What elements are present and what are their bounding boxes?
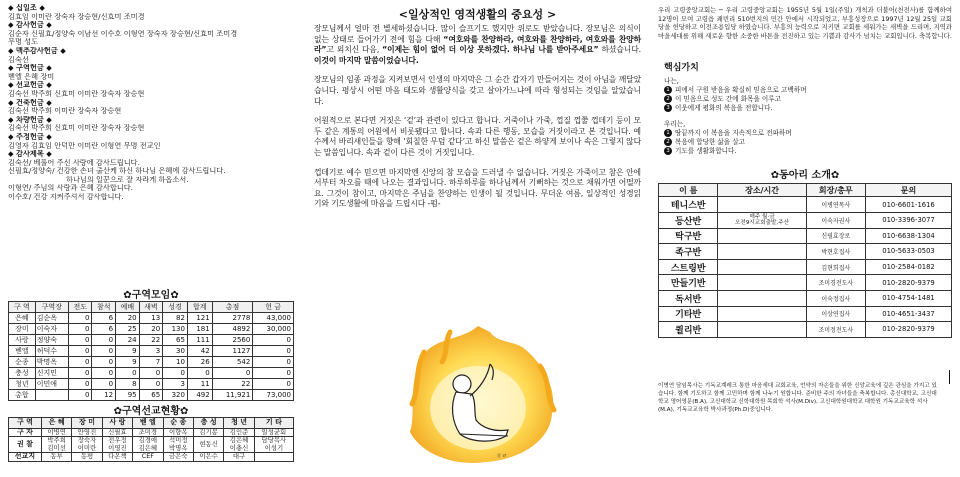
club-location bbox=[718, 228, 806, 244]
club-location bbox=[718, 306, 806, 322]
table-cell: 신지민 bbox=[35, 367, 68, 378]
table-cell: 13 bbox=[139, 312, 163, 323]
column-header: 합계 bbox=[187, 301, 212, 312]
column-header: 구 역 bbox=[9, 301, 36, 312]
column-header: 장 미 bbox=[72, 417, 102, 428]
table-cell: 0 bbox=[68, 367, 92, 378]
left-column bbox=[0, 0, 300, 477]
article-paragraph bbox=[314, 24, 641, 66]
clubs-table bbox=[658, 183, 952, 337]
table-cell: 0 bbox=[68, 356, 92, 367]
table-row bbox=[9, 323, 294, 334]
body-text: 껍데기로 예수 믿으면 마지막엔 신앙의 참 모습을 드러낼 수 없습니다. 거짓은 가죽이고 참은 안에서부터 차오를 때에 나오는 결과입니다. 하루하루를 하나님께서 기뻐하는 것으로 채워가면 어떨까요. 그것이 참이고, 마지막은 주님을 찬양하는 인생이 될 것입니다. 무더운 여름, 일상적인 성경읽기와 기도생활에 마음을 드립시다 -펌- bbox=[314, 167, 641, 209]
mission-status-table bbox=[8, 417, 294, 462]
table-cell: 6 bbox=[92, 323, 116, 334]
offering-heading: ◆ 감사제목 ◆ bbox=[8, 150, 52, 159]
mission-status-section bbox=[8, 402, 294, 462]
column-header: 충 성 bbox=[193, 417, 223, 428]
table-cell: 0 bbox=[139, 367, 163, 378]
table-cell: 4892 bbox=[212, 323, 253, 334]
offering-names: 이수호/ 건강 지켜주셔서 감사합니다. bbox=[8, 193, 124, 202]
table-cell: 은혜 bbox=[9, 312, 36, 323]
column-header: 벧 엘 bbox=[133, 417, 163, 428]
offering-names: 이형연/ 주님의 사랑과 은혜 감사합니다. bbox=[8, 184, 133, 193]
table-cell: 장숙자 이미란 bbox=[72, 437, 102, 453]
table-row bbox=[9, 345, 294, 356]
offering-names: 벧엘 은혜 장미 bbox=[8, 72, 55, 81]
club-phone: 010-2820-9379 bbox=[866, 275, 952, 291]
table-cell: 8 bbox=[116, 378, 140, 389]
club-leader: 박현호집사 bbox=[806, 244, 865, 260]
table-cell: 6 bbox=[92, 312, 116, 323]
offering-list bbox=[8, 4, 294, 202]
offering-names: 김숙선 박주희 신효미 이미란 장숙자 장승현 bbox=[8, 89, 145, 98]
club-location: 매주 월·금 오전9시교회출발,주산 bbox=[718, 212, 806, 228]
number-badge: 1 bbox=[664, 86, 672, 94]
number-badge: 3 bbox=[664, 147, 672, 155]
table-cell: 12 bbox=[92, 389, 116, 400]
column-header: 총점 bbox=[212, 301, 253, 312]
club-location bbox=[718, 275, 806, 291]
club-name: 만들기반 bbox=[659, 275, 718, 291]
table-cell: 허덕수 bbox=[35, 345, 68, 356]
column-header: 회장/총무 bbox=[806, 184, 865, 197]
table-cell: 동부 bbox=[41, 453, 71, 462]
table-cell: 26 bbox=[187, 356, 212, 367]
table-row bbox=[9, 389, 294, 400]
table-cell: 이은수 bbox=[193, 453, 223, 462]
offering-heading: ◆ 건축헌금 ◆ bbox=[8, 98, 52, 107]
table-cell: 22 bbox=[212, 378, 253, 389]
table-cell: 0 bbox=[68, 389, 92, 400]
number-badge: 1 bbox=[664, 129, 672, 137]
table-cell: 320 bbox=[163, 389, 188, 400]
row-label: 권 찰 bbox=[9, 437, 42, 453]
club-name: 독서반 bbox=[659, 290, 718, 306]
club-location bbox=[718, 290, 806, 306]
club-phone: 010-4754-1481 bbox=[866, 290, 952, 306]
table-cell: 김경애 김은혜 bbox=[133, 437, 163, 453]
article-paragraph bbox=[314, 116, 641, 158]
table-cell: 신필효 bbox=[102, 428, 132, 437]
table-cell: 전우정 이영진 bbox=[102, 437, 132, 453]
table-cell: 김순옥 bbox=[35, 312, 68, 323]
table-cell: 0 bbox=[92, 367, 116, 378]
club-phone: 010-3396-3077 bbox=[866, 212, 952, 228]
column-header: 참석 bbox=[92, 301, 116, 312]
core-value-text: 복음에 합당한 삶을 살고 bbox=[675, 138, 745, 147]
article-title: <일상적인 영적생활의 중요성 > bbox=[398, 8, 557, 21]
table-cell: 벧엘 bbox=[9, 345, 36, 356]
club-location bbox=[718, 322, 806, 338]
middle-column bbox=[310, 0, 645, 477]
right-column bbox=[652, 0, 960, 477]
table-cell: 이병연 bbox=[41, 428, 71, 437]
club-name: 기타반 bbox=[659, 306, 718, 322]
district-meeting-section bbox=[8, 286, 294, 401]
table-cell: 492 bbox=[187, 389, 212, 400]
club-leader: 김현희집사 bbox=[806, 259, 865, 275]
column-header: 문의 bbox=[866, 184, 952, 197]
table-cell: 24 bbox=[116, 334, 140, 345]
table-row bbox=[9, 356, 294, 367]
table-cell: 0 bbox=[68, 378, 92, 389]
table-cell: 22 bbox=[139, 334, 163, 345]
table-cell: 11 bbox=[187, 378, 212, 389]
core-value-group bbox=[658, 120, 952, 156]
table-cell: 0 bbox=[253, 334, 294, 345]
table-cell: 일성균회 bbox=[254, 428, 293, 437]
core-value-group bbox=[658, 77, 952, 113]
emphasis-text: “이제는 힘이 없어 더 이상 못하겠다. 하나님 나를 받아주세요” bbox=[382, 45, 599, 55]
club-location bbox=[718, 259, 806, 275]
emphasis-text: “여호와를 찬양하라, 여호와를 찬양하라, 여호와를 찬양하라” bbox=[314, 34, 642, 55]
club-leader: 이상연집사 bbox=[806, 306, 865, 322]
core-value-text: 기도를 생활화합니다. bbox=[675, 147, 737, 156]
table-cell: 3 bbox=[139, 345, 163, 356]
article-paragraph bbox=[314, 75, 641, 107]
offering-names: 무명 성도 bbox=[8, 38, 39, 47]
table-cell: 43,000 bbox=[253, 312, 294, 323]
column-header: 은 혜 bbox=[41, 417, 71, 428]
table-cell: 3 bbox=[163, 378, 188, 389]
column-header: 구 역 bbox=[9, 417, 42, 428]
club-phone: 010-6601-1616 bbox=[866, 197, 952, 213]
club-name: 테니스반 bbox=[659, 197, 718, 213]
table-cell: 충성 bbox=[9, 367, 36, 378]
table-cell: 10 bbox=[163, 356, 188, 367]
table-cell: 2560 bbox=[212, 334, 253, 345]
table-row bbox=[9, 312, 294, 323]
core-values-title: 핵심가치 bbox=[664, 63, 699, 74]
table-cell: 장미 bbox=[9, 323, 36, 334]
table-cell: 0 bbox=[92, 345, 116, 356]
core-value-lead: 우리는, bbox=[664, 120, 686, 129]
table-cell: 0 bbox=[253, 367, 294, 378]
table-cell: 사랑 bbox=[9, 334, 36, 345]
table-row bbox=[659, 322, 952, 338]
table-cell: 이숙자 bbox=[35, 323, 68, 334]
column-header: 이 름 bbox=[659, 184, 718, 197]
core-value-text: 땅끝까지 이 복음을 지속적으로 전파하며 bbox=[675, 129, 792, 138]
club-leader: 이숙자권사 bbox=[806, 212, 865, 228]
table-cell: 다온책 bbox=[102, 453, 132, 462]
table-cell: 0 bbox=[116, 367, 140, 378]
core-value-lead: 나는, bbox=[664, 77, 679, 86]
table-cell: 0 bbox=[212, 367, 253, 378]
svg-text:ㅎㄹ: ㅎㄹ bbox=[496, 453, 508, 460]
table-cell: 0 bbox=[253, 356, 294, 367]
offering-heading: ◆ 구역헌금 ◆ bbox=[8, 64, 52, 73]
core-value-item bbox=[664, 147, 952, 156]
club-name: 탁구반 bbox=[659, 228, 718, 244]
table-cell: 0 bbox=[139, 378, 163, 389]
table-cell: 42 bbox=[187, 345, 212, 356]
offering-names: 김순자 신필효/정양숙 이남선 이수호 이형연 장숙자 장승현/신효미 조미경 bbox=[8, 29, 238, 38]
row-label: 선교지 bbox=[9, 453, 42, 462]
table-cell: 20 bbox=[116, 312, 140, 323]
table-cell: 박명옥 bbox=[35, 356, 68, 367]
table-row bbox=[9, 437, 294, 453]
table-cell: 130 bbox=[163, 323, 188, 334]
column-header: 전도 bbox=[68, 301, 92, 312]
table-cell: 20 bbox=[139, 323, 163, 334]
table-row bbox=[659, 259, 952, 275]
table-cell: 7 bbox=[139, 356, 163, 367]
table-cell: 82 bbox=[163, 312, 188, 323]
table-cell: 2778 bbox=[212, 312, 253, 323]
club-location bbox=[718, 197, 806, 213]
core-value-text: 이웃에게 평화의 복음을 전합니다. bbox=[675, 104, 773, 113]
table-cell: 30,000 bbox=[253, 323, 294, 334]
offering-heading: ◆ 선교헌금 ◆ bbox=[8, 81, 52, 90]
column-header: 장소/시간 bbox=[718, 184, 806, 197]
table-cell bbox=[35, 389, 68, 400]
table-cell: 121 bbox=[187, 312, 212, 323]
table-cell: 김은혜 이충신 bbox=[224, 437, 254, 453]
offering-heading: ◆ 주정헌금 ◆ bbox=[8, 132, 52, 141]
offering-heading: ◆ 십일조 ◆ bbox=[8, 4, 45, 12]
district-meeting-title: ✿구역모임✿ bbox=[123, 289, 179, 301]
club-phone: 010-2584-0182 bbox=[866, 259, 952, 275]
pastor-profile bbox=[658, 382, 952, 414]
prayer-illustration bbox=[390, 322, 566, 468]
table-cell: 금은숙 bbox=[163, 453, 193, 462]
table-row bbox=[659, 197, 952, 213]
table-cell: 박주희 김미선 bbox=[41, 437, 71, 453]
offering-names: 김영자 김효임 안덕만 이미란 이형연 무명 전교인 bbox=[8, 141, 161, 150]
core-values-list bbox=[658, 77, 952, 156]
number-badge: 3 bbox=[664, 104, 672, 112]
table-cell: 0 bbox=[163, 367, 188, 378]
table-cell: 동평 bbox=[72, 453, 102, 462]
core-value-text: 피에서 구원 받음을 확실히 믿음으로 고백하며 bbox=[675, 86, 807, 95]
club-name: 퀼리반 bbox=[659, 322, 718, 338]
mission-status-title: ✿구역선교현황✿ bbox=[113, 405, 189, 417]
body-text: 고 외치신 다음, bbox=[326, 45, 383, 55]
table-row bbox=[9, 367, 294, 378]
column-header: 구역장 bbox=[35, 301, 68, 312]
clubs-title: ✿동아리 소개✿ bbox=[770, 170, 840, 182]
table-cell: 0 bbox=[68, 323, 92, 334]
table-cell: 0 bbox=[92, 356, 116, 367]
body-text: 어원적으로 본다면 거짓은 ‘겉’과 관련이 있다고 합니다. 거죽이나 가죽, 껍질 껍쭐 껍데기 등이 모두 같은 계통의 어원에서 비롯됐다고 합니다. 속과 다른 행동, 모습을 거짓이라고 본 것입니다. 예수께서 바리새인들을 향해 ‘회칠한 무덤 같다’고 하신 말씀은 겉은 하얗게 보이나 속은 그렇지 않다는 말씀입니다. 속과 겉이 다른 것이 거짓입니다. bbox=[314, 116, 641, 157]
emphasis-text: 이것이 마지막 말씀이었습니다. bbox=[314, 55, 419, 65]
offering-names: 김효임 이미란 장숙자 장승현/신효미 조미경 bbox=[8, 12, 145, 21]
column-header: 성경 bbox=[163, 301, 188, 312]
row-label: 구 자 bbox=[9, 428, 42, 437]
table-cell: 순종 bbox=[9, 356, 36, 367]
offering-names: 김숙선 박주희 이미란 장숙자 장승현 bbox=[8, 107, 122, 116]
table-row bbox=[9, 334, 294, 345]
table-row bbox=[9, 378, 294, 389]
table-row bbox=[659, 290, 952, 306]
column-header: 청 년 bbox=[224, 417, 254, 428]
table-cell: 정양숙 bbox=[35, 334, 68, 345]
table-cell: 95 bbox=[116, 389, 140, 400]
core-value-text: 이 믿음으로 성도 간에 화목을 이루고 bbox=[675, 95, 782, 104]
table-cell: 0 bbox=[92, 334, 116, 345]
offering-heading: ◆ 차량헌금 ◆ bbox=[8, 115, 52, 124]
club-name: 스트링반 bbox=[659, 259, 718, 275]
table-cell: 30 bbox=[163, 345, 188, 356]
club-leader: 조미경전도사 bbox=[806, 275, 865, 291]
table-row bbox=[659, 275, 952, 291]
number-badge: 2 bbox=[664, 138, 672, 146]
table-cell: 김인준 bbox=[224, 428, 254, 437]
table-cell bbox=[254, 453, 293, 462]
table-cell: 1127 bbox=[212, 345, 253, 356]
table-cell: 조미경 bbox=[133, 428, 163, 437]
club-leader: 이숙정집사 bbox=[806, 290, 865, 306]
offering-heading: ◆ 맥추감사헌금 ◆ bbox=[8, 46, 66, 55]
table-row bbox=[659, 244, 952, 260]
table-cell: 9 bbox=[116, 356, 140, 367]
number-badge: 2 bbox=[664, 95, 672, 103]
club-phone: 010-6638-1304 bbox=[866, 228, 952, 244]
offering-names: 하나님의 일꾼으로 잘 자라게 하옵소서. bbox=[66, 175, 189, 184]
table-row bbox=[659, 228, 952, 244]
offering-names: 김숙선 박주희 신효미 이미란 장숙자 장승현 bbox=[8, 124, 145, 133]
table-cell: 대구 bbox=[224, 453, 254, 462]
table-cell: 0 bbox=[68, 312, 92, 323]
table-cell: 현동신 bbox=[193, 437, 223, 453]
offering-heading: ◆ 감사헌금 ◆ bbox=[8, 21, 52, 30]
club-leader: 신필효장로 bbox=[806, 228, 865, 244]
table-cell: 총합 bbox=[9, 389, 36, 400]
district-meeting-table bbox=[8, 301, 294, 401]
body-text: 장모님의 임종 과정을 지켜보면서 인생의 마지막은 그 순간 갑자기 만들어지는 것이 아님을 깨달았습니다. 평상시 어떤 마음 태도와 생활양식을 갖고 살아가느냐에 따라 형성되는 것임을 알았습니다. bbox=[314, 75, 641, 106]
table-cell: CEF bbox=[133, 453, 163, 462]
club-location bbox=[718, 244, 806, 260]
table-cell: 181 bbox=[187, 323, 212, 334]
column-header: 새벽 bbox=[139, 301, 163, 312]
table-cell: 이향옥 bbox=[163, 428, 193, 437]
table-cell: 25 bbox=[116, 323, 140, 334]
table-row bbox=[659, 306, 952, 322]
article-paragraph bbox=[314, 168, 641, 210]
pastor-profile-text: 이병연 담임목사는 기독교계레크 통한 마음세대 교회교육, 언약의 자손들을 위한 신앙교육에 깊은 관심을 가지고 있습니다. 함께 기도하고 함께 고민하며 함께 나누기 원합니다. 준비한 주의 자녀들을 축복합니다. 총신대학교, 고신대학교 영어영문(B.A), 고신대학교 신학대학원 목회학 석사(M.Div), 고신대학원대학교 대학원 기독교교육학 석사(M.A), 기독교교육학 박사과정(Ph.D)중입니다. bbox=[658, 382, 937, 413]
body-text: 하셨습니다. bbox=[598, 45, 642, 55]
core-value-item bbox=[664, 104, 952, 113]
table-cell: 담당목사 이성기 bbox=[254, 437, 293, 453]
divider bbox=[949, 370, 950, 384]
table-row bbox=[9, 453, 294, 462]
club-phone: 010-5633-0503 bbox=[866, 244, 952, 260]
body-text: 장모님께서 얼마 전 별세하셨습니다. 많이 슬프기도 했지만 위로도 받았습니다. 장모님은 의식이 없는 상태로 들어가기 전에 힘을 다해 bbox=[314, 24, 641, 44]
table-cell: 0 bbox=[68, 345, 92, 356]
table-cell: 65 bbox=[139, 389, 163, 400]
offering-names: 김숙선 bbox=[8, 55, 29, 64]
table-cell: 0 bbox=[253, 378, 294, 389]
column-header: 헌 금 bbox=[253, 301, 294, 312]
table-cell: 542 bbox=[212, 356, 253, 367]
table-cell: 111 bbox=[187, 334, 212, 345]
table-cell: 안영진 bbox=[72, 428, 102, 437]
table-cell: 65 bbox=[163, 334, 188, 345]
column-header: 예배 bbox=[116, 301, 140, 312]
column-header: 사 랑 bbox=[102, 417, 132, 428]
club-phone: 010-4651-3437 bbox=[866, 306, 952, 322]
table-cell: 김기봉 bbox=[193, 428, 223, 437]
table-cell: 청년 bbox=[9, 378, 36, 389]
column-header: 기 타 bbox=[254, 417, 293, 428]
club-leader: 조미정전도사 bbox=[806, 322, 865, 338]
table-cell: 0 bbox=[187, 367, 212, 378]
table-cell: 0 bbox=[253, 345, 294, 356]
offering-names: 신필효/정양숙/ 건강한 손녀 출산케 하신 하나님 은혜에 감사드립니다. bbox=[8, 167, 226, 176]
table-cell: 이민애 bbox=[35, 378, 68, 389]
offering-names: 김숙선/ 베풀어 주신 사랑에 감사드립니다. bbox=[8, 158, 140, 167]
club-name: 등산반 bbox=[659, 212, 718, 228]
table-cell: 0 bbox=[92, 378, 116, 389]
club-leader: 이병연목사 bbox=[806, 197, 865, 213]
table-row bbox=[659, 212, 952, 228]
table-cell: 9 bbox=[116, 345, 140, 356]
column-header: 순 종 bbox=[163, 417, 193, 428]
table-cell: 11,921 bbox=[212, 389, 253, 400]
table-cell: 0 bbox=[68, 334, 92, 345]
club-phone: 010-2820-9379 bbox=[866, 322, 952, 338]
article-body bbox=[314, 24, 641, 210]
club-name: 족구반 bbox=[659, 244, 718, 260]
table-cell: 73,000 bbox=[253, 389, 294, 400]
church-intro: 우리 고령중앙교회는 ─ 우리 고령중앙교회는 1955년 5월 1일(주일) 개척과 더불어(천전사)를 함께하여 12명이 모여 고령읍 쾌빈리 510번지의 민간 안에서 시작되었고, 부흥성장으로 1997년 12월 25일 교회당을 헌당하고 이전조용입당 하였습니다. 부흥의 능력으로 지키면 교회를 세워가는 새벽을 드리며, 지역과 마을세대를 위해 새로운 향한 소중한 바톤을 전진하고 있는 기쁨과 감사가 넘치는 교회입니다. 축복합니다. bbox=[658, 6, 952, 40]
table-cell: 석미정 박명옥 bbox=[163, 437, 193, 453]
